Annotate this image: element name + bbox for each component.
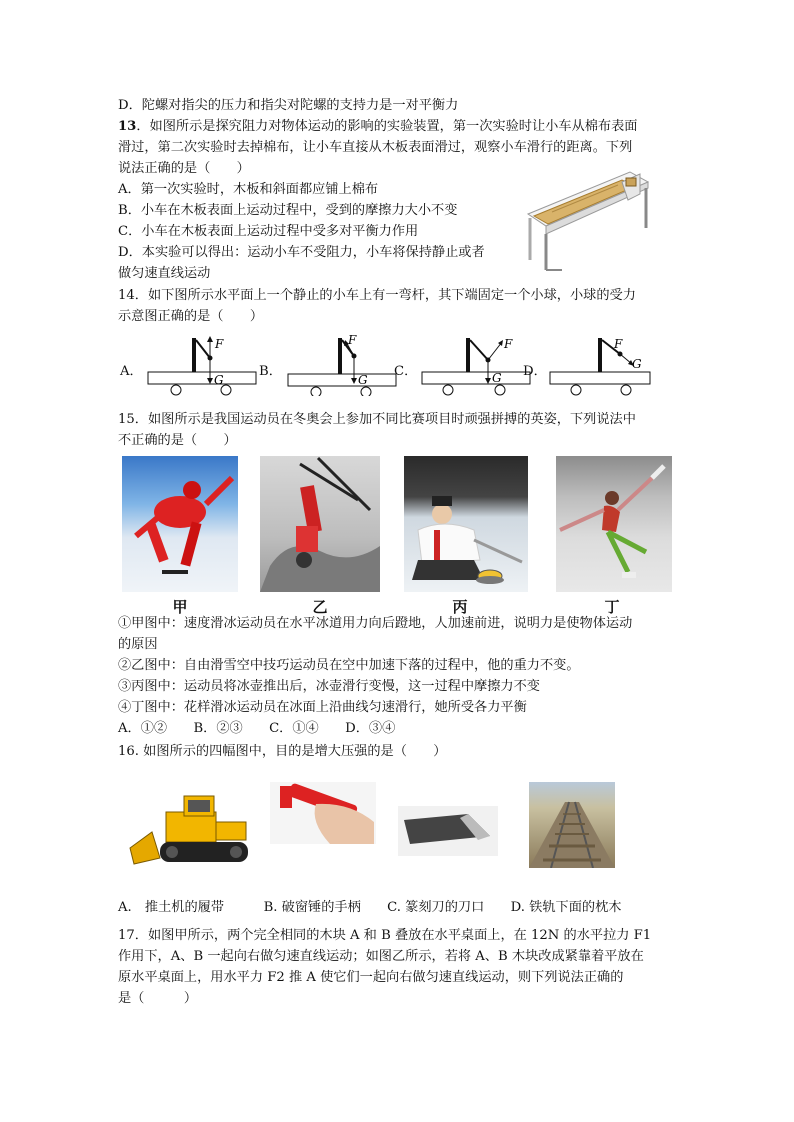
q15-statement-4: ④丁图中：花样滑冰运动员在冰面上沿曲线匀速滑行，她所受各力平衡 (118, 700, 527, 715)
force-f-label: F (348, 334, 357, 347)
curling-photo (404, 456, 528, 592)
q13-stem-line-2: 滑过，第二次实验时去掉棉布，让小车直接从木板表面滑过，观察小车滑行的距离。下列 (118, 140, 633, 155)
caption-bing: 丙 (452, 598, 468, 616)
force-g-label: G (632, 357, 642, 371)
q12-option-d: D．陀螺对指尖的压力和指尖对陀螺的支持力是一对平衡力 (118, 98, 459, 113)
ramp-apparatus-image (522, 168, 662, 276)
q13-option-c: C．小车在木板表面上运动过程中受多对平衡力作用 (118, 224, 419, 239)
q16-stem: 16. 如图所示的四幅图中，目的是增大压强的是（ ） (118, 744, 447, 759)
q17-stem-line-4: 是（ ） (118, 991, 198, 1006)
q14-diagram-b (286, 334, 398, 396)
carving-knife-photo (398, 806, 498, 856)
q15-stem-line-2: 不正确的是（ ） (118, 433, 237, 448)
railway-photo (529, 782, 615, 868)
q15-statement-1-line-1: ①甲图中：速度滑冰运动员在水平冰道用力向后蹬地，人加速前进，说明力是使物体运动 (118, 616, 633, 631)
force-f-label: F (215, 337, 224, 351)
q17-stem-line-2: 作用下，A、B 一起向右做匀速直线运动；如图乙所示，若将 A、B 木块改成紧靠着平放在 (118, 949, 644, 964)
q13-option-d-line-1: D．本实验可以得出：运动小车不受阻力，小车将保持静止或者 (118, 245, 485, 260)
force-g-label: G (492, 371, 502, 385)
q13-stem-line-1 (118, 117, 637, 137)
caption-ding: 丁 (604, 598, 620, 616)
q14-label-d: D． (523, 364, 547, 379)
q16-options: A. 推土机的履带 B. 破窗锤的手柄 C. 篆刻刀的刀口 D. 铁轨下面的枕木 (118, 900, 622, 915)
force-f-label: F (504, 337, 513, 351)
q15-stem-line-1: 15．如图所示是我国运动员在冬奥会上参加不同比赛项目时顽强拼搏的英姿，下列说法中 (118, 412, 636, 427)
q14-stem-line-2: 示意图正确的是（ ） (118, 309, 264, 324)
speed-skater-photo (122, 456, 238, 592)
q14-label-c: C． (394, 364, 418, 379)
window-breaker-photo (270, 782, 376, 844)
q13-option-b: B．小车在木板表面上运动过程中，受到的摩擦力大小不变 (118, 203, 458, 218)
q13-stem-line-3: 说法正确的是（ ） (118, 161, 250, 176)
q14-diagram-d (548, 334, 660, 396)
aerial-skier-photo (260, 456, 380, 592)
figure-skater-photo (556, 456, 672, 592)
q13-option-a: A．第一次实验时，木板和斜面都应铺上棉布 (118, 182, 379, 197)
force-f-label: F (614, 337, 623, 351)
q13-stem-text-1: ．如图所示是探究阻力对物体运动的影响的实验装置，第一次实验时让小车从棉布表面 (136, 119, 638, 134)
bulldozer-photo (126, 792, 254, 872)
q14-diagram-c (420, 334, 532, 396)
caption-yi: 乙 (312, 598, 328, 616)
q13-number: 13 (118, 119, 137, 134)
q17-stem-line-3: 原水平桌面上，用水平力 F2 推 A 使它们一起向右做匀速直线运动，则下列说法正确的 (118, 970, 624, 985)
force-g-label: G (358, 373, 368, 387)
q14-label-b: B． (259, 364, 282, 379)
caption-jia: 甲 (172, 598, 188, 616)
q14-diagram-a (146, 334, 258, 396)
q17-stem-line-1: 17．如图甲所示，两个完全相同的木块 A 和 B 叠放在水平桌面上，在 12N 的水平拉力 F1 (118, 928, 652, 943)
q15-statement-3: ③丙图中：运动员将冰壶推出后，冰壶滑行变慢，这一过程中摩擦力不变 (118, 679, 540, 694)
q13-option-d-line-2: 做匀速直线运动 (118, 266, 211, 281)
q14-label-a: A． (120, 364, 143, 379)
q14-stem-line-1: 14．如下图所示水平面上一个静止的小车上有一弯杆，其下端固定一个小球，小球的受力 (118, 288, 636, 303)
q15-statement-1-line-2: 的原因 (118, 637, 158, 652)
q15-options: A．①② B．②③ C．①④ D．③④ (118, 721, 396, 736)
force-g-label: G (214, 373, 224, 387)
q15-statement-2: ②乙图中：自由滑雪空中技巧运动员在空中加速下落的过程中，他的重力不变。 (118, 658, 580, 673)
